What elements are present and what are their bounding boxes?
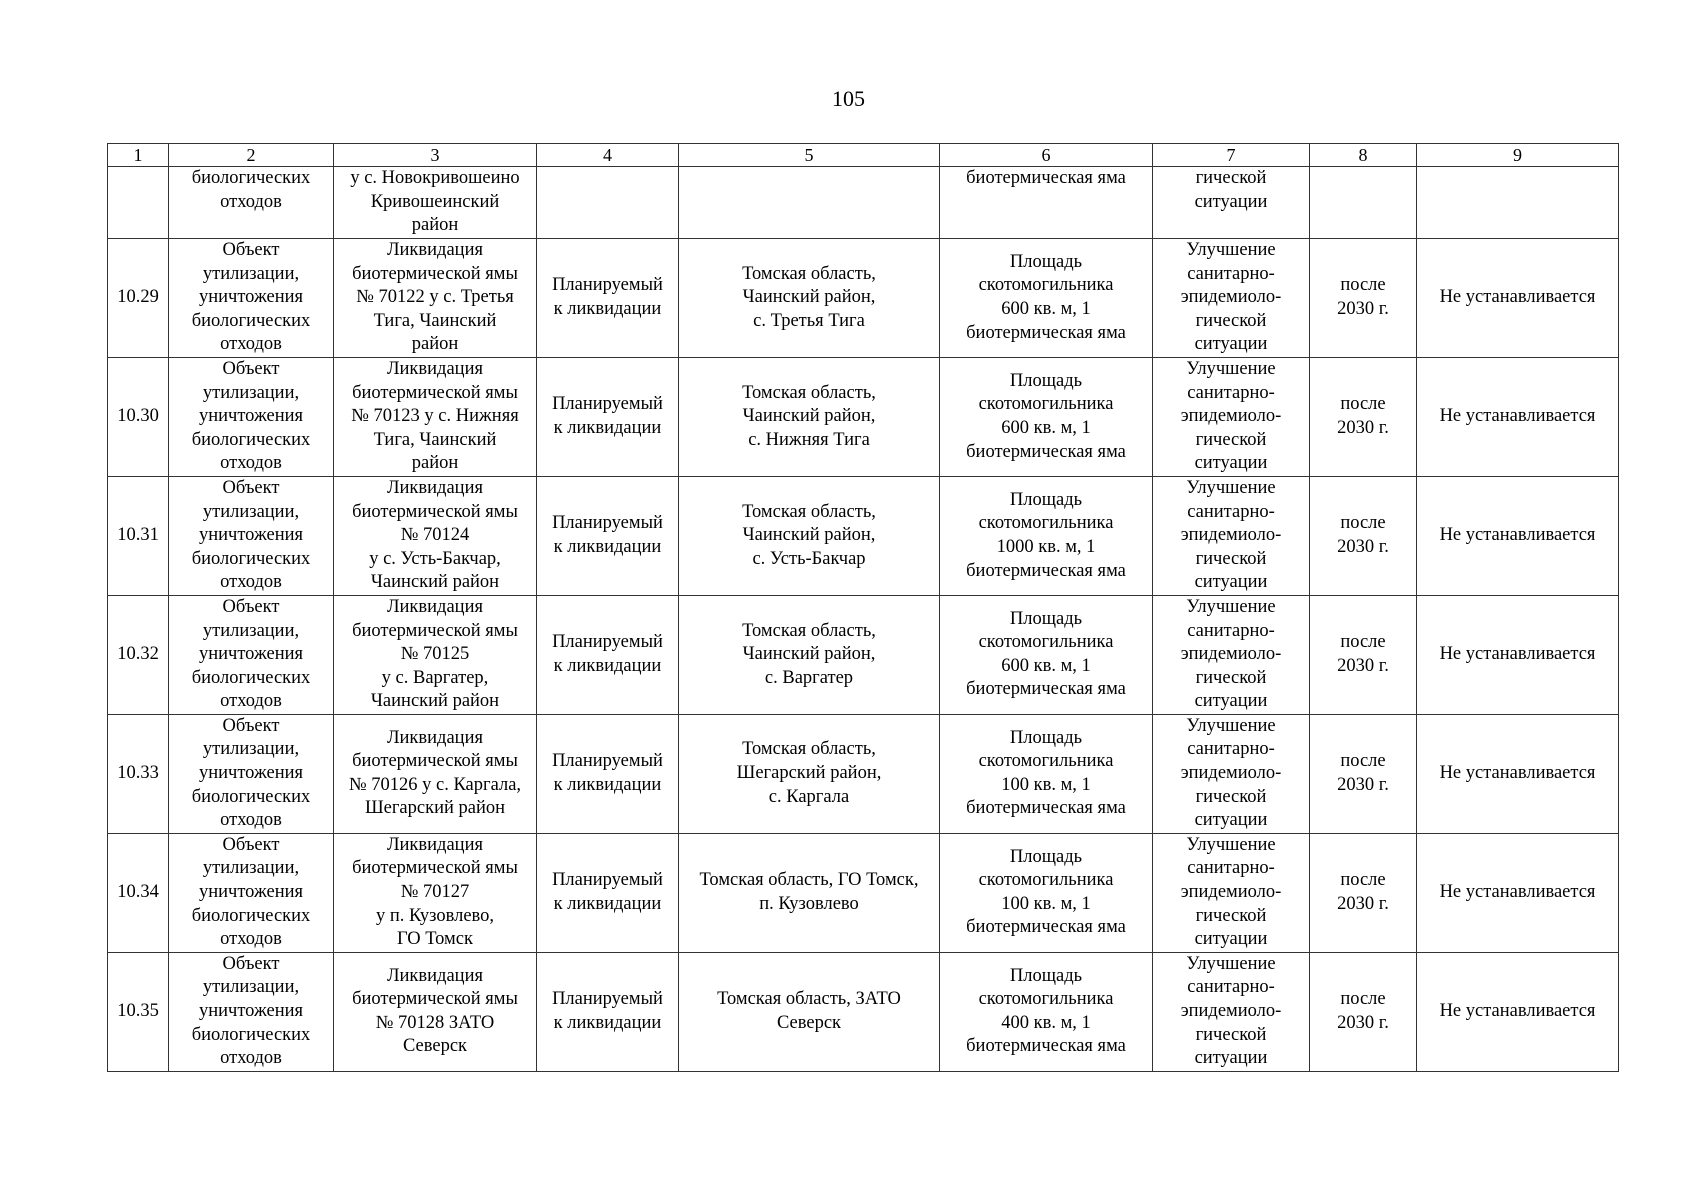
- text-line: к ликвидации: [553, 298, 662, 319]
- text-line: ситуации: [1194, 691, 1268, 712]
- text-line: утилизации,: [202, 977, 300, 998]
- cell-characteristics: [940, 714, 1153, 833]
- cell-object-name: [334, 476, 537, 595]
- text-line: отходов: [220, 453, 282, 474]
- text-line: Площадь: [1009, 370, 1083, 391]
- text-line: биотермическая яма: [966, 322, 1126, 343]
- text-line: Площадь: [1009, 965, 1083, 986]
- table-row: [108, 357, 1619, 476]
- text-line: гической: [1195, 168, 1267, 188]
- page-number: 105: [832, 86, 865, 111]
- text-line: Площадь: [1009, 489, 1083, 510]
- text-line: Томская область, ЗАТО: [717, 989, 901, 1010]
- cell-characteristics: [940, 952, 1153, 1071]
- text-line: Площадь: [1009, 608, 1083, 629]
- cell-object-type: [169, 833, 334, 952]
- text-line: ситуации: [1194, 334, 1268, 355]
- text-line: Планируемый: [552, 870, 663, 891]
- text-line: Чаинский район,: [742, 287, 876, 308]
- text-line: с. Каргала: [768, 786, 850, 807]
- cell-zone: Не устанавливается: [1417, 952, 1619, 1071]
- text-line: Ликвидация: [386, 358, 483, 379]
- text-line: отходов: [220, 572, 282, 593]
- cell-characteristics: [940, 476, 1153, 595]
- text-line: биотермической ямы: [352, 501, 518, 522]
- text-line: 1000 кв. м, 1: [996, 536, 1096, 557]
- text-line: Объект: [222, 715, 280, 736]
- cell-object-name: [334, 595, 537, 714]
- text-line: ситуации: [1194, 810, 1268, 831]
- cell-purpose: [1153, 595, 1310, 714]
- text-line: Шегарский район: [364, 798, 506, 819]
- text-line: ситуации: [1194, 1048, 1268, 1069]
- cell-number: 10.34: [108, 833, 169, 952]
- text-line: уничтожения: [198, 406, 304, 427]
- cell-object-type: [169, 595, 334, 714]
- column-header: 8: [1310, 144, 1417, 167]
- cell-object-type: [169, 476, 334, 595]
- table-row: [108, 952, 1619, 1071]
- text-line: Ликвидация: [386, 727, 483, 748]
- text-line: скотомогильника: [978, 513, 1114, 534]
- text-line: № 70124: [400, 525, 470, 546]
- cell-location: [679, 595, 940, 714]
- cell-location: [679, 357, 940, 476]
- text-line: 2030 г.: [1337, 298, 1389, 319]
- text-line: с. Третья Тига: [753, 310, 865, 331]
- column-header: 6: [940, 144, 1153, 167]
- text-line: Улучшение: [1186, 596, 1276, 617]
- text-line: эпидемиоло-: [1180, 406, 1282, 427]
- planning-table: [107, 143, 1619, 1072]
- text-line: утилизации,: [202, 858, 300, 879]
- text-line: Северск: [776, 1012, 842, 1033]
- text-line: к ликвидации: [553, 536, 662, 557]
- text-line: уничтожения: [198, 763, 304, 784]
- column-header: 3: [334, 144, 537, 167]
- text-line: гической: [1195, 1024, 1267, 1045]
- text-line: № 70126 у с. Каргала,: [348, 774, 522, 795]
- cell-number: [108, 167, 169, 239]
- table-row: [108, 595, 1619, 714]
- text-line: 600 кв. м, 1: [1001, 417, 1091, 438]
- cell-status: [537, 476, 679, 595]
- text-line: № 70123 у с. Нижняя: [351, 406, 519, 427]
- cell-object-type: [169, 239, 334, 358]
- cell-object-name: [334, 952, 537, 1071]
- text-line: Ликвидация: [386, 965, 483, 986]
- cell-term: [1310, 952, 1417, 1071]
- continuation-row: [108, 167, 1619, 239]
- text-line: Томская область,: [742, 263, 876, 284]
- text-line: гической: [1195, 310, 1267, 331]
- cell-number: 10.30: [108, 357, 169, 476]
- cell-status: [537, 357, 679, 476]
- text-line: скотомогильника: [978, 275, 1114, 296]
- text-line: Планируемый: [552, 989, 663, 1010]
- text-line: после: [1340, 870, 1386, 891]
- text-line: Чаинский район: [370, 691, 500, 712]
- text-line: к ликвидации: [553, 774, 662, 795]
- text-line: 100 кв. м, 1: [1001, 893, 1091, 914]
- cell-status: [537, 952, 679, 1071]
- cell-object-type: [169, 714, 334, 833]
- text-line: 600 кв. м, 1: [1001, 655, 1091, 676]
- text-line: биотермической ямы: [352, 858, 518, 879]
- text-line: Улучшение: [1186, 834, 1276, 855]
- text-line: с. Нижняя Тига: [748, 429, 870, 450]
- text-line: Томская область,: [742, 382, 876, 403]
- cell-characteristics: [940, 357, 1153, 476]
- text-line: к ликвидации: [553, 417, 662, 438]
- text-line: Томская область, ГО Томск,: [699, 870, 919, 891]
- text-line: 2030 г.: [1337, 655, 1389, 676]
- text-line: после: [1340, 632, 1386, 653]
- text-line: Планируемый: [552, 275, 663, 296]
- text-line: ситуации: [1194, 191, 1268, 212]
- cell-term: [1310, 167, 1417, 239]
- text-line: № 70125: [400, 644, 470, 665]
- text-line: Шегарский район,: [736, 763, 882, 784]
- text-line: утилизации,: [202, 739, 300, 760]
- text-line: ГО Томск: [397, 929, 473, 950]
- text-line: санитарно-: [1187, 382, 1275, 403]
- cell-object-type: [169, 357, 334, 476]
- text-line: эпидемиоло-: [1180, 525, 1282, 546]
- text-line: биотермическая яма: [966, 168, 1126, 188]
- cell-status: [537, 833, 679, 952]
- cell-purpose: [1153, 833, 1310, 952]
- cell-zone: Не устанавливается: [1417, 833, 1619, 952]
- text-line: отходов: [220, 691, 282, 712]
- table-row: [108, 239, 1619, 358]
- cell-number: 10.29: [108, 239, 169, 358]
- text-line: гической: [1195, 429, 1267, 450]
- table-row: [108, 476, 1619, 595]
- text-line: уничтожения: [198, 287, 304, 308]
- text-line: после: [1340, 989, 1386, 1010]
- text-line: утилизации,: [202, 620, 300, 641]
- text-line: Ликвидация: [386, 240, 483, 260]
- cell-purpose: [1153, 476, 1310, 595]
- cell-location: [679, 239, 940, 358]
- cell-zone: [1417, 167, 1619, 239]
- text-line: биологических: [191, 310, 311, 331]
- text-line: биотермическая яма: [966, 560, 1126, 581]
- cell-zone: Не устанавливается: [1417, 357, 1619, 476]
- text-line: биотермической ямы: [352, 751, 518, 772]
- column-header: 1: [108, 144, 169, 167]
- text-line: гической: [1195, 905, 1267, 926]
- text-line: Тига, Чаинский: [373, 429, 497, 450]
- cell-zone: Не устанавливается: [1417, 595, 1619, 714]
- text-line: Планируемый: [552, 632, 663, 653]
- cell-location: [679, 167, 940, 239]
- text-line: биотермическая яма: [966, 1036, 1126, 1057]
- text-line: 400 кв. м, 1: [1001, 1012, 1091, 1033]
- cell-object-name: [334, 239, 537, 358]
- text-line: биотермическая яма: [966, 441, 1126, 462]
- cell-term: [1310, 595, 1417, 714]
- text-line: к ликвидации: [553, 893, 662, 914]
- text-line: ситуации: [1194, 453, 1268, 474]
- header-row: [108, 144, 1619, 167]
- text-line: Планируемый: [552, 394, 663, 415]
- text-line: гической: [1195, 548, 1267, 569]
- text-line: гической: [1195, 786, 1267, 807]
- cell-status: [537, 595, 679, 714]
- text-line: с. Варгатер: [764, 667, 854, 688]
- text-line: биологических: [191, 1024, 311, 1045]
- text-line: скотомогильника: [978, 989, 1114, 1010]
- text-line: к ликвидации: [553, 1012, 662, 1033]
- text-line: Улучшение: [1186, 240, 1276, 260]
- text-line: Томская область,: [742, 620, 876, 641]
- cell-purpose: [1153, 357, 1310, 476]
- text-line: биологических: [191, 905, 311, 926]
- text-line: санитарно-: [1187, 977, 1275, 998]
- cell-status: [537, 167, 679, 239]
- text-line: уничтожения: [198, 882, 304, 903]
- text-line: Планируемый: [552, 513, 663, 534]
- cell-location: [679, 952, 940, 1071]
- cell-location: [679, 714, 940, 833]
- text-line: Чаинский район,: [742, 406, 876, 427]
- cell-term: [1310, 714, 1417, 833]
- text-line: 100 кв. м, 1: [1001, 774, 1091, 795]
- text-line: скотомогильника: [978, 394, 1114, 415]
- text-line: эпидемиоло-: [1180, 1001, 1282, 1021]
- text-line: биологических: [191, 786, 311, 807]
- text-line: к ликвидации: [553, 655, 662, 676]
- text-line: скотомогильника: [978, 632, 1114, 653]
- cell-object-name: [334, 714, 537, 833]
- text-line: Объект: [222, 477, 280, 498]
- text-line: биологических: [191, 667, 311, 688]
- text-line: биотермическая яма: [966, 679, 1126, 700]
- text-line: отходов: [220, 810, 282, 831]
- text-line: санитарно-: [1187, 263, 1275, 284]
- text-line: Ликвидация: [386, 596, 483, 617]
- cell-zone: Не устанавливается: [1417, 714, 1619, 833]
- text-line: биологических: [191, 429, 311, 450]
- column-header: 7: [1153, 144, 1310, 167]
- cell-characteristics: [940, 833, 1153, 952]
- cell-number: 10.32: [108, 595, 169, 714]
- text-line: Улучшение: [1186, 953, 1276, 974]
- cell-status: [537, 239, 679, 358]
- text-line: скотомогильника: [978, 751, 1114, 772]
- cell-term: [1310, 476, 1417, 595]
- text-line: у с. Варгатер,: [381, 667, 489, 688]
- column-header: 4: [537, 144, 679, 167]
- text-line: после: [1340, 513, 1386, 534]
- text-line: у с. Новокривошеино: [350, 168, 520, 188]
- text-line: Объект: [222, 240, 280, 260]
- text-line: 2030 г.: [1337, 774, 1389, 795]
- text-line: 2030 г.: [1337, 536, 1389, 557]
- text-line: п. Кузовлево: [759, 893, 859, 914]
- text-line: Чаинский район,: [742, 644, 876, 665]
- text-line: биотермической ямы: [352, 382, 518, 403]
- table-body: [108, 144, 1619, 1072]
- text-line: уничтожения: [198, 525, 304, 546]
- text-line: район: [411, 453, 459, 474]
- cell-object-type: [169, 952, 334, 1071]
- text-line: Тига, Чаинский: [373, 310, 497, 331]
- text-line: Томская область,: [742, 501, 876, 522]
- text-line: отходов: [220, 334, 282, 355]
- table-row: [108, 714, 1619, 833]
- cell-zone: Не устанавливается: [1417, 476, 1619, 595]
- cell-term: [1310, 833, 1417, 952]
- text-line: эпидемиоло-: [1180, 763, 1282, 784]
- text-line: Объект: [222, 834, 280, 855]
- text-line: отходов: [220, 1048, 282, 1069]
- cell-number: 10.31: [108, 476, 169, 595]
- text-line: утилизации,: [202, 501, 300, 522]
- cell-location: [679, 476, 940, 595]
- text-line: санитарно-: [1187, 620, 1275, 641]
- column-header: 9: [1417, 144, 1619, 167]
- text-line: утилизации,: [202, 263, 300, 284]
- text-line: Томская область,: [742, 739, 876, 760]
- text-line: эпидемиоло-: [1180, 644, 1282, 665]
- cell-term: [1310, 239, 1417, 358]
- text-line: район: [411, 215, 459, 236]
- text-line: Улучшение: [1186, 358, 1276, 379]
- cell-purpose: [1153, 714, 1310, 833]
- cell-location: [679, 833, 940, 952]
- cell-object-name: [334, 357, 537, 476]
- cell-object-name: [334, 167, 537, 239]
- text-line: уничтожения: [198, 644, 304, 665]
- text-line: Объект: [222, 358, 280, 379]
- text-line: санитарно-: [1187, 739, 1275, 760]
- text-line: после: [1340, 751, 1386, 772]
- text-line: Площадь: [1009, 251, 1083, 272]
- text-line: у п. Кузовлево,: [375, 905, 495, 926]
- text-line: уничтожения: [198, 1001, 304, 1021]
- text-line: скотомогильника: [978, 870, 1114, 891]
- text-line: утилизации,: [202, 382, 300, 403]
- text-line: ситуации: [1194, 572, 1268, 593]
- cell-characteristics: [940, 167, 1153, 239]
- text-line: биотермическая яма: [966, 798, 1126, 819]
- cell-characteristics: [940, 595, 1153, 714]
- text-line: с. Усть-Бакчар: [752, 548, 866, 569]
- text-line: отходов: [220, 191, 282, 212]
- text-line: эпидемиоло-: [1180, 882, 1282, 903]
- text-line: биотермическая яма: [966, 917, 1126, 938]
- text-line: отходов: [220, 929, 282, 950]
- cell-purpose: [1153, 167, 1310, 239]
- text-line: 600 кв. м, 1: [1001, 298, 1091, 319]
- text-line: Ликвидация: [386, 477, 483, 498]
- text-line: Планируемый: [552, 751, 663, 772]
- text-line: Объект: [222, 596, 280, 617]
- text-line: у с. Усть-Бакчар,: [369, 548, 501, 569]
- cell-number: 10.35: [108, 952, 169, 1071]
- text-line: 2030 г.: [1337, 1012, 1389, 1033]
- column-header: 2: [169, 144, 334, 167]
- cell-zone: Не устанавливается: [1417, 239, 1619, 358]
- text-line: биотермической ямы: [352, 620, 518, 641]
- cell-object-name: [334, 833, 537, 952]
- text-line: 2030 г.: [1337, 417, 1389, 438]
- cell-object-type: [169, 167, 334, 239]
- text-line: район: [411, 334, 459, 355]
- cell-characteristics: [940, 239, 1153, 358]
- cell-purpose: [1153, 239, 1310, 358]
- column-header: 5: [679, 144, 940, 167]
- table-row: [108, 833, 1619, 952]
- text-line: Площадь: [1009, 727, 1083, 748]
- text-line: Чаинский район,: [742, 525, 876, 546]
- text-line: Кривошеинский: [370, 191, 500, 212]
- text-line: № 70127: [400, 882, 470, 903]
- text-line: Улучшение: [1186, 715, 1276, 736]
- text-line: Ликвидация: [386, 834, 483, 855]
- text-line: после: [1340, 275, 1386, 296]
- text-line: после: [1340, 394, 1386, 415]
- text-line: биотермической ямы: [352, 989, 518, 1010]
- text-line: биотермической ямы: [352, 263, 518, 284]
- text-line: эпидемиоло-: [1180, 287, 1282, 308]
- text-line: биологических: [191, 168, 311, 188]
- text-line: 2030 г.: [1337, 893, 1389, 914]
- text-line: № 70122 у с. Третья: [356, 287, 514, 308]
- cell-term: [1310, 357, 1417, 476]
- text-line: Чаинский район: [370, 572, 500, 593]
- text-line: Площадь: [1009, 846, 1083, 867]
- text-line: ситуации: [1194, 929, 1268, 950]
- cell-status: [537, 714, 679, 833]
- text-line: биологических: [191, 548, 311, 569]
- cell-number: 10.33: [108, 714, 169, 833]
- text-line: гической: [1195, 667, 1267, 688]
- text-line: санитарно-: [1187, 858, 1275, 879]
- text-line: Улучшение: [1186, 477, 1276, 498]
- text-line: Объект: [222, 953, 280, 974]
- text-line: № 70128 ЗАТО: [375, 1012, 495, 1033]
- cell-purpose: [1153, 952, 1310, 1071]
- text-line: Северск: [402, 1036, 468, 1057]
- text-line: санитарно-: [1187, 501, 1275, 522]
